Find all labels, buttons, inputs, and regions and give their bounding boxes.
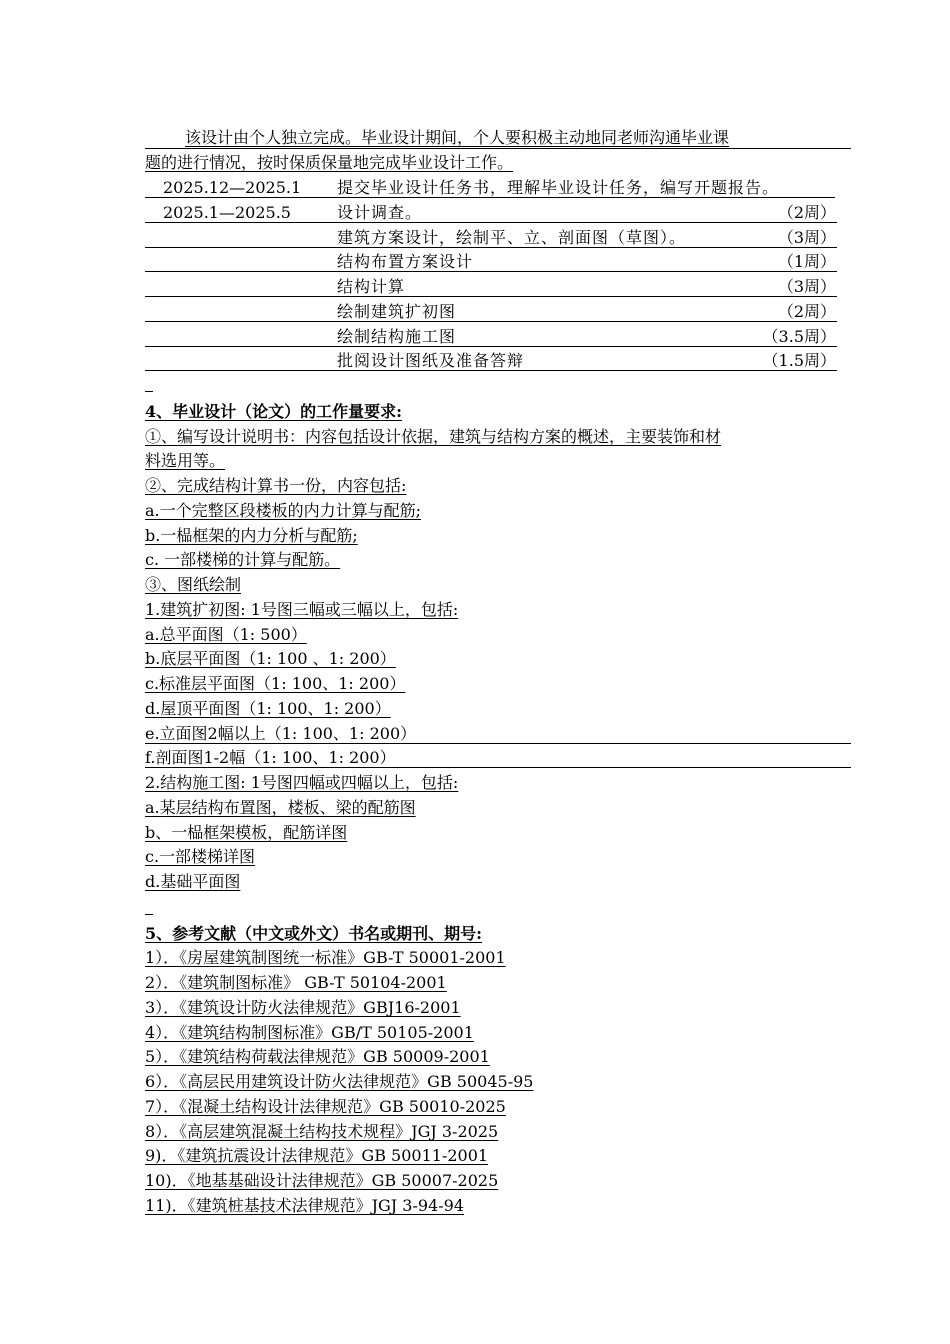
drawing-item: f.剖面图1-2幅（1: 100、1: 200） bbox=[145, 748, 396, 767]
row-rule bbox=[145, 247, 837, 248]
drawing-item: b.底层平面图（1: 100 、1: 200） bbox=[145, 649, 396, 668]
reference-item: 7）．《混凝土结构设计法律规范》GB 50010-2025 bbox=[145, 1097, 506, 1116]
drawing-item: d.屋顶平面图（1: 100、1: 200） bbox=[145, 699, 391, 718]
schedule-duration: （3周） bbox=[777, 228, 836, 247]
row-rule bbox=[145, 767, 851, 768]
row-rule bbox=[145, 296, 837, 297]
drawing-group-title: 2.结构施工图: 1号图四幅或四幅以上，包括: bbox=[145, 773, 459, 792]
schedule-date: 2025.12—2025.1 bbox=[163, 178, 302, 197]
schedule-duration: （1周） bbox=[777, 252, 836, 271]
schedule-task: 绘制结构施工图 bbox=[337, 327, 457, 346]
row-rule bbox=[145, 197, 835, 198]
row-rule bbox=[145, 743, 851, 744]
schedule-duration: （3.5周） bbox=[762, 327, 836, 346]
reference-item: 5）．《建筑结构荷载法律规范》GB 50009-2001 bbox=[145, 1047, 490, 1066]
reference-item: 4）．《建筑结构制图标准》GB/T 50105-2001 bbox=[145, 1023, 474, 1042]
reference-item: 3）．《建筑设计防火法律规范》GBJ16-2001 bbox=[145, 998, 461, 1017]
row-rule bbox=[145, 346, 837, 347]
workload-item: ①、编写设计说明书：内容包括设计依据，建筑与结构方案的概述，主要装饰和材 bbox=[145, 427, 722, 446]
workload-subitem: a.一个完整区段楼板的内力计算与配筋; bbox=[145, 501, 422, 520]
schedule-task: 建筑方案设计，绘制平、立、剖面图（草图）。 bbox=[337, 228, 687, 247]
reference-item: 11)．《建筑桩基技术法律规范》JGJ 3-94-94 bbox=[145, 1196, 465, 1215]
reference-item: 1）．《房屋建筑制图统一标准》GB-T 50001-2001 bbox=[145, 948, 506, 967]
drawing-item: c.一部楼梯详图 bbox=[145, 847, 256, 866]
drawing-item: e.立面图2幅以上（1: 100、1: 200） bbox=[145, 724, 417, 743]
schedule-task: 结构布置方案设计 bbox=[337, 252, 474, 271]
row-rule bbox=[145, 321, 837, 322]
reference-item: 10)．《地基基础设计法律规范》GB 50007-2025 bbox=[145, 1171, 499, 1190]
section-heading: 4、毕业设计（论文）的工作量要求: bbox=[145, 402, 403, 421]
intro-rule-1 bbox=[145, 148, 851, 149]
schedule-duration: （1.5周） bbox=[762, 351, 836, 370]
schedule-task: 绘制建筑扩初图 bbox=[337, 302, 457, 321]
section-heading: 5、参考文献（中文或外文）书名或期刊、期号: bbox=[145, 924, 483, 943]
drawing-item: a.某层结构布置图，楼板、梁的配筋图 bbox=[145, 798, 416, 817]
schedule-date: 2025.1—2025.5 bbox=[163, 203, 291, 222]
schedule-duration: （3周） bbox=[777, 277, 836, 296]
drawing-item: b、一榀框架模板，配筋详图 bbox=[145, 823, 348, 842]
workload-subitem: c. 一部楼梯的计算与配筋。 bbox=[145, 550, 341, 569]
reference-item: 9)．《建筑抗震设计法律规范》GB 50011-2001 bbox=[145, 1146, 489, 1165]
schedule-duration: （2周） bbox=[777, 203, 836, 222]
workload-item: 料选用等。 bbox=[145, 451, 226, 470]
row-rule bbox=[145, 222, 837, 223]
schedule-task: 设计调查。 bbox=[337, 203, 423, 222]
row-rule bbox=[145, 370, 837, 371]
workload-subitem: b.一榀框架的内力分析与配筋; bbox=[145, 526, 358, 545]
schedule-duration: （2周） bbox=[777, 302, 836, 321]
reference-item: 6）．《高层民用建筑设计防火法律规范》GB 50045-95 bbox=[145, 1072, 534, 1091]
drawing-item: a.总平面图（1: 500） bbox=[145, 625, 307, 644]
workload-item: ②、完成结构计算书一份，内容包括: bbox=[145, 476, 407, 495]
schedule-task: 提交毕业设计任务书，理解毕业设计任务，编写开题报告。 bbox=[337, 178, 780, 197]
reference-item: 2）．《建筑制图标准》 GB-T 50104-2001 bbox=[145, 973, 447, 992]
intro-line-2: 题的进行情况，按时保质保量地完成毕业设计工作。 bbox=[145, 153, 514, 172]
drawing-item: c.标准层平面图（1: 100、1: 200） bbox=[145, 674, 406, 693]
drawing-item: d.基础平面图 bbox=[145, 872, 241, 891]
intro-line-1: 该设计由个人独立完成。毕业设计期间，个人要积极主动地同老师沟通毕业课 bbox=[185, 128, 730, 147]
schedule-task: 批阅设计图纸及准备答辩 bbox=[337, 351, 525, 370]
reference-item: 8）．《高层建筑混凝土结构技术规程》JGJ 3-2025 bbox=[145, 1122, 499, 1141]
schedule-task: 结构计算 bbox=[337, 277, 406, 296]
paragraph-mark bbox=[145, 914, 153, 915]
workload-item: ③、图纸绘制 bbox=[145, 575, 242, 594]
row-rule bbox=[145, 271, 837, 272]
drawing-group-title: 1.建筑扩初图: 1号图三幅或三幅以上，包括: bbox=[145, 600, 459, 619]
paragraph-mark bbox=[145, 391, 153, 392]
